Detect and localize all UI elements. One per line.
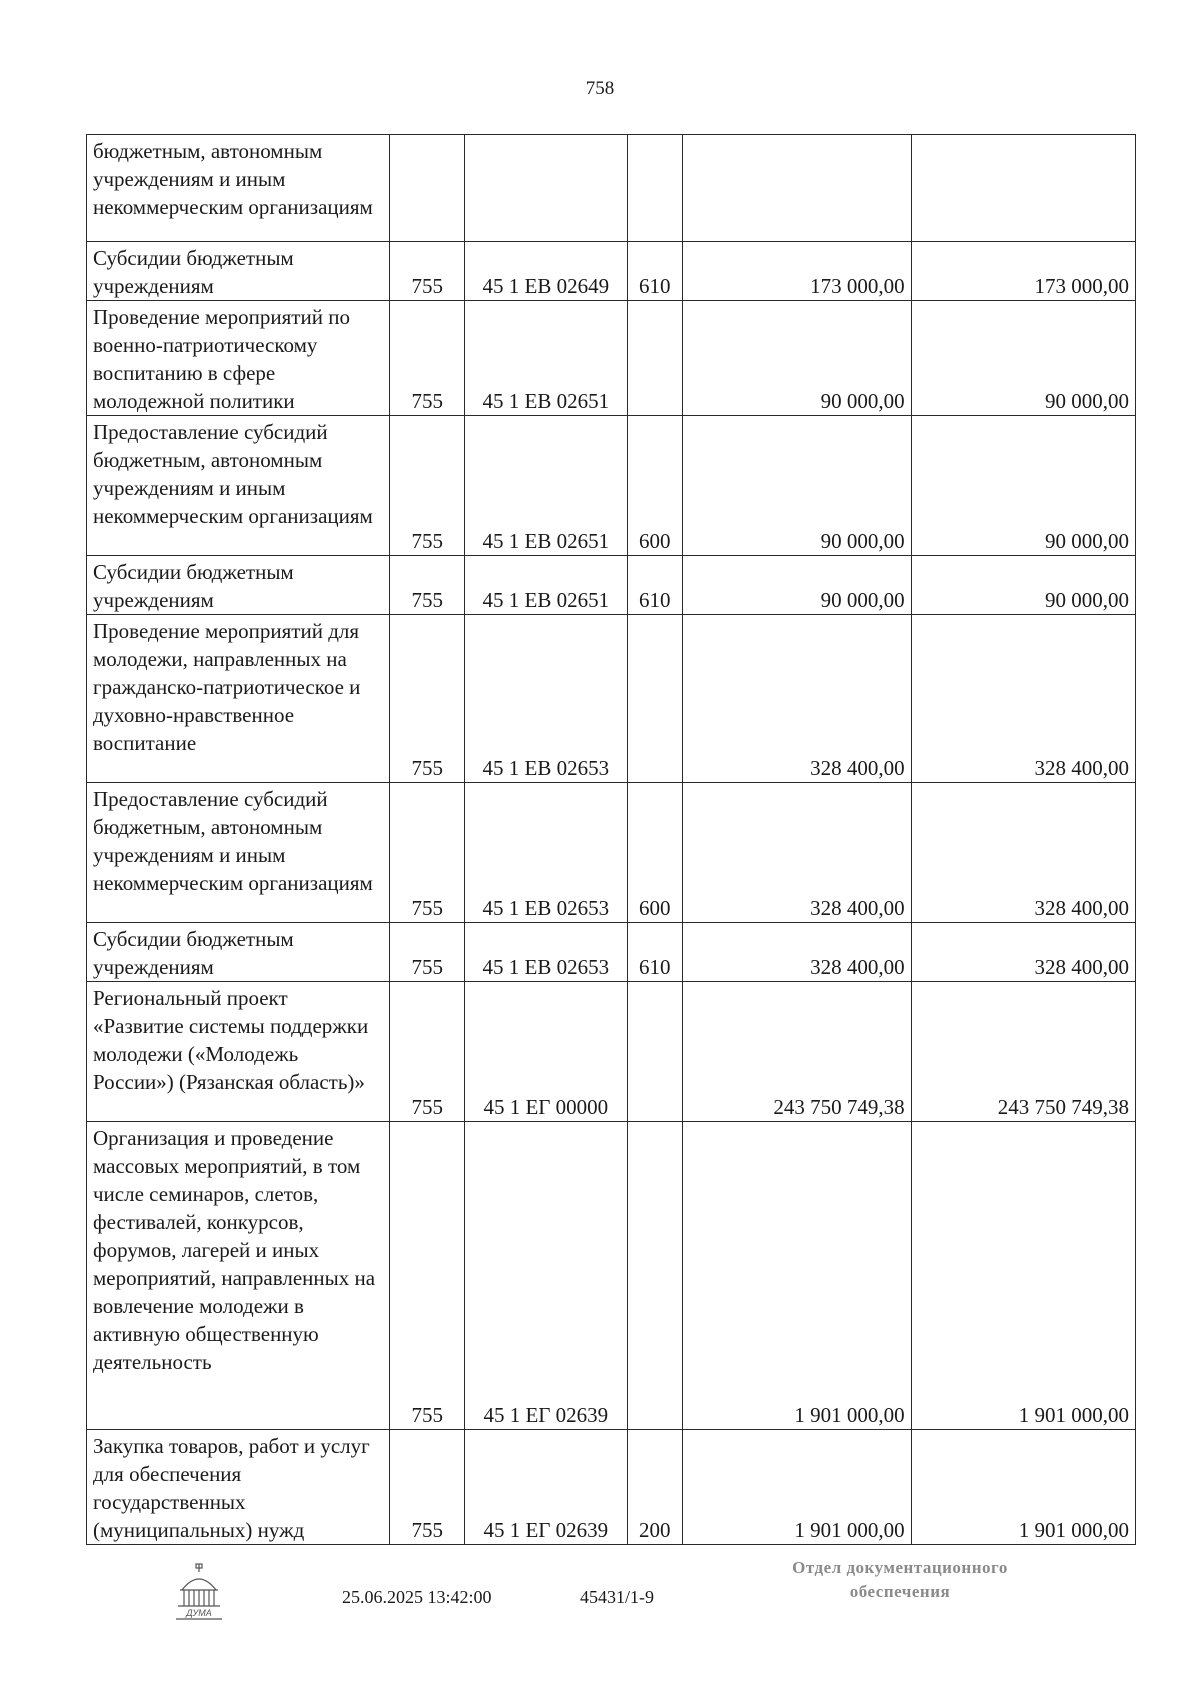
row-csr: 45 1 ЕГ 02639 [465,1430,627,1545]
row-gr: 755 [390,783,465,923]
row-name: Предоставление субсидий бюджетным, автономным учреждениям и иным некоммерческим организациям [87,783,390,923]
row-sum1: 328 400,00 [683,783,912,923]
row-name: Субсидии бюджетным учреждениям [87,923,390,982]
table-row [87,783,1136,923]
table-row [87,923,1136,982]
row-sum1: 243 750 749,38 [683,982,912,1122]
table-row [87,1122,1136,1430]
row-name: бюджетным, автономным учреждениям и иным некоммерческим организациям [87,135,390,242]
row-sum2: 1 901 000,00 [911,1122,1135,1430]
row-name: Субсидии бюджетным учреждениям [87,556,390,615]
row-vr [627,301,683,416]
row-csr: 45 1 ЕВ 02651 [465,556,627,615]
row-name: Проведение мероприятий по военно-патриотическому воспитанию в сфере молодежной политики [87,301,390,416]
row-vr: 200 [627,1430,683,1545]
duma-logo-icon [172,1562,226,1622]
stamp-line-2: обеспечения [849,1582,951,1601]
row-csr: 45 1 ЕГ 00000 [465,982,627,1122]
row-sum2: 1 901 000,00 [911,1430,1135,1545]
row-gr: 755 [390,923,465,982]
row-sum1 [683,135,912,242]
row-name: Региональный проект «Развитие системы поддержки молодежи («Молодежь России») (Рязанская область)» [87,982,390,1122]
table-row [87,982,1136,1122]
row-csr: 45 1 ЕВ 02651 [465,301,627,416]
row-gr: 755 [390,416,465,556]
row-sum1: 173 000,00 [683,242,912,301]
row-sum2: 328 400,00 [911,783,1135,923]
department-stamp [750,1556,1050,1604]
row-vr [627,982,683,1122]
duma-logo [172,1562,226,1622]
row-vr [627,135,683,242]
row-sum1: 1 901 000,00 [683,1122,912,1430]
row-sum1: 90 000,00 [683,416,912,556]
table-row [87,242,1136,301]
row-sum2 [911,135,1135,242]
row-gr: 755 [390,301,465,416]
stamp-line-1: Отдел документационного [792,1558,1008,1577]
row-sum1: 1 901 000,00 [683,1430,912,1545]
footer-doc-number: 45431/1-9 [580,1587,654,1607]
row-gr: 755 [390,615,465,783]
table-row [87,615,1136,783]
budget-table [86,134,1136,1545]
row-gr: 755 [390,1430,465,1545]
row-csr: 45 1 ЕВ 02649 [465,242,627,301]
row-csr [465,135,627,242]
row-csr: 45 1 ЕВ 02651 [465,416,627,556]
row-vr: 600 [627,416,683,556]
table-row [87,1430,1136,1545]
page-number: 758 [585,78,615,99]
row-sum2: 328 400,00 [911,923,1135,982]
row-csr: 45 1 ЕГ 02639 [465,1122,627,1430]
row-vr: 610 [627,923,683,982]
row-gr: 755 [390,1122,465,1430]
row-vr [627,1122,683,1430]
table-row [87,556,1136,615]
row-sum1: 90 000,00 [683,301,912,416]
footer-timestamp: 25.06.2025 13:42:00 [342,1587,492,1607]
row-vr: 610 [627,556,683,615]
row-gr [390,135,465,242]
row-sum2: 90 000,00 [911,301,1135,416]
row-name: Закупка товаров, работ и услуг для обеспечения государственных (муниципальных) нужд [87,1430,390,1545]
row-sum2: 328 400,00 [911,615,1135,783]
row-csr: 45 1 ЕВ 02653 [465,783,627,923]
row-csr: 45 1 ЕВ 02653 [465,615,627,783]
row-vr: 600 [627,783,683,923]
row-sum1: 90 000,00 [683,556,912,615]
row-sum1: 328 400,00 [683,615,912,783]
row-sum2: 90 000,00 [911,416,1135,556]
row-gr: 755 [390,556,465,615]
row-gr: 755 [390,982,465,1122]
logo-text: ДУМА [186,1608,212,1618]
row-name: Предоставление субсидий бюджетным, автономным учреждениям и иным некоммерческим организациям [87,416,390,556]
table-row [87,301,1136,416]
row-name: Организация и проведение массовых мероприятий, в том числе семинаров, слетов, фестивалей, конкурсов, форумов, лагерей и иных мероприятий, направленных на вовлечение молодежи в активную общественную деятельность [87,1122,390,1430]
row-sum2: 90 000,00 [911,556,1135,615]
row-csr: 45 1 ЕВ 02653 [465,923,627,982]
table-row [87,416,1136,556]
row-vr [627,615,683,783]
row-sum2: 243 750 749,38 [911,982,1135,1122]
row-gr: 755 [390,242,465,301]
row-sum1: 328 400,00 [683,923,912,982]
table-row [87,135,1136,242]
row-name: Субсидии бюджетным учреждениям [87,242,390,301]
row-name: Проведение мероприятий для молодежи, направленных на гражданско-патриотическое и духовно-нравственное воспитание [87,615,390,783]
row-sum2: 173 000,00 [911,242,1135,301]
row-vr: 610 [627,242,683,301]
